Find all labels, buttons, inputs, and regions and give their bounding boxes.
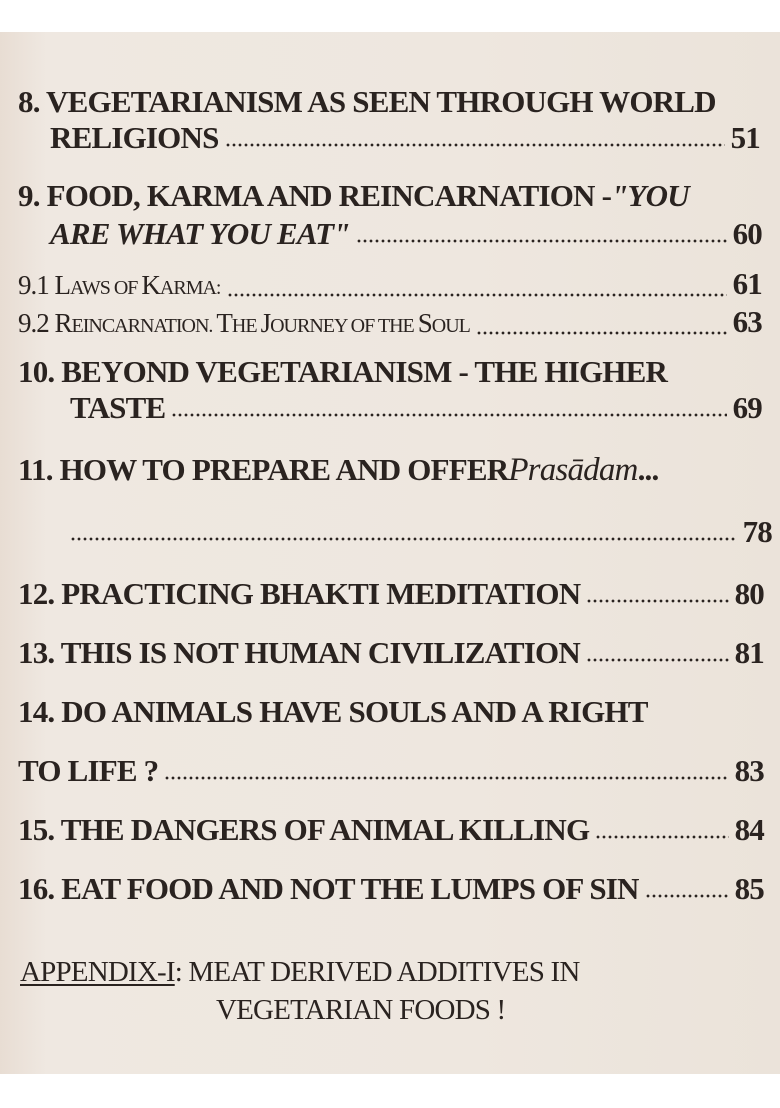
toc-title <box>18 305 470 344</box>
leader-dots <box>586 599 728 603</box>
toc-entry-15 <box>18 812 764 848</box>
toc-title-italic: "YOU <box>611 178 689 213</box>
toc-entry-12 <box>18 576 764 612</box>
trailing-dots: ... <box>637 452 659 487</box>
toc-entry-14-line2 <box>18 753 764 789</box>
toc-title: 15. THE DANGERS OF ANIMAL KILLING <box>18 812 590 847</box>
page-number: 83 <box>734 753 764 788</box>
toc-title: 12. PRACTICING BHAKTI MEDITATION <box>18 576 581 611</box>
toc-entry-9-2 <box>18 304 762 344</box>
toc-title: 8. VEGETARIANISM AS SEEN THROUGH WORLD <box>18 84 716 119</box>
toc-title: 16. EAT FOOD AND NOT THE LUMPS OF SIN <box>18 871 639 906</box>
page-number: 80 <box>734 576 764 611</box>
appendix-label: APPENDIX-I <box>20 956 175 988</box>
appendix-heading-line2: VEGETARIAN FOODS ! <box>216 994 506 1026</box>
toc-entry-10-line2 <box>70 390 762 426</box>
toc-title-italic: Prasādam <box>508 452 638 488</box>
leader-dots <box>476 331 727 335</box>
page-number: 85 <box>734 871 764 906</box>
toc-title: 10. BEYOND VEGETARIANISM - THE HIGHER <box>18 354 668 389</box>
title-part: K <box>141 270 160 300</box>
leader-dots <box>171 413 726 417</box>
leader-dots <box>164 776 728 780</box>
leader-dots <box>595 835 728 839</box>
title-part: J <box>260 308 271 338</box>
title-part: EINCARNATION. <box>71 315 217 337</box>
toc-title-italic: ARE WHAT YOU EAT" <box>50 216 350 251</box>
page-number: 60 <box>732 216 762 251</box>
toc-entry-8-line2 <box>50 120 760 156</box>
title-part: HE <box>231 315 261 337</box>
title-part: S <box>417 308 432 338</box>
toc-title: 14. DO ANIMALS HAVE SOULS AND A RIGHT <box>18 694 648 729</box>
toc-title: 13. THIS IS NOT HUMAN CIVILIZATION <box>18 635 580 670</box>
toc-title <box>18 267 221 306</box>
page-number: 78 <box>742 514 772 549</box>
title-part: R <box>54 308 72 338</box>
page-number: 81 <box>734 635 764 670</box>
toc-entry-11-line1 <box>18 452 658 488</box>
leader-dots <box>227 293 727 297</box>
title-part: T <box>216 308 232 338</box>
page-number: 69 <box>732 390 762 425</box>
appendix-heading-line1 <box>20 956 580 989</box>
toc-entry-16 <box>18 871 764 907</box>
page-number: 63 <box>732 304 762 339</box>
page-number: 84 <box>734 812 764 847</box>
leader-dots <box>70 537 737 541</box>
toc-entry-8-line1 <box>18 84 716 120</box>
title-part: OUL <box>431 315 470 337</box>
appendix-title: : MEAT DERIVED ADDITIVES IN <box>174 956 580 988</box>
toc-entry-13 <box>18 635 764 671</box>
title-part: ARMA: <box>159 277 221 299</box>
toc-title: RELIGIONS <box>50 120 219 155</box>
leader-dots <box>356 239 727 243</box>
section-number: 9.2 <box>18 308 55 338</box>
page-number: 61 <box>732 266 762 301</box>
toc-title: 9. FOOD, KARMA AND REINCARNATION - <box>18 178 612 213</box>
page-number: 51 <box>730 120 760 155</box>
toc-entry-9-line2 <box>50 216 762 252</box>
leader-dots <box>645 894 729 898</box>
toc-title: TO LIFE ? <box>18 753 159 788</box>
toc-entry-11-line2 <box>70 514 772 550</box>
title-part: L <box>54 270 70 300</box>
section-number: 9.1 <box>18 270 55 300</box>
title-part: AWS OF <box>70 277 142 299</box>
toc-entry-14-line1 <box>18 694 648 730</box>
toc-entry-10-line1 <box>18 354 667 390</box>
toc-title: 11. HOW TO PREPARE AND OFFER <box>18 452 509 487</box>
toc-title: TASTE <box>70 390 166 425</box>
leader-dots <box>586 658 729 662</box>
toc-entry-9-1 <box>18 266 762 306</box>
toc-entry-9-line1 <box>18 178 689 214</box>
leader-dots <box>225 143 725 147</box>
title-part: OURNEY OF THE <box>270 315 418 337</box>
